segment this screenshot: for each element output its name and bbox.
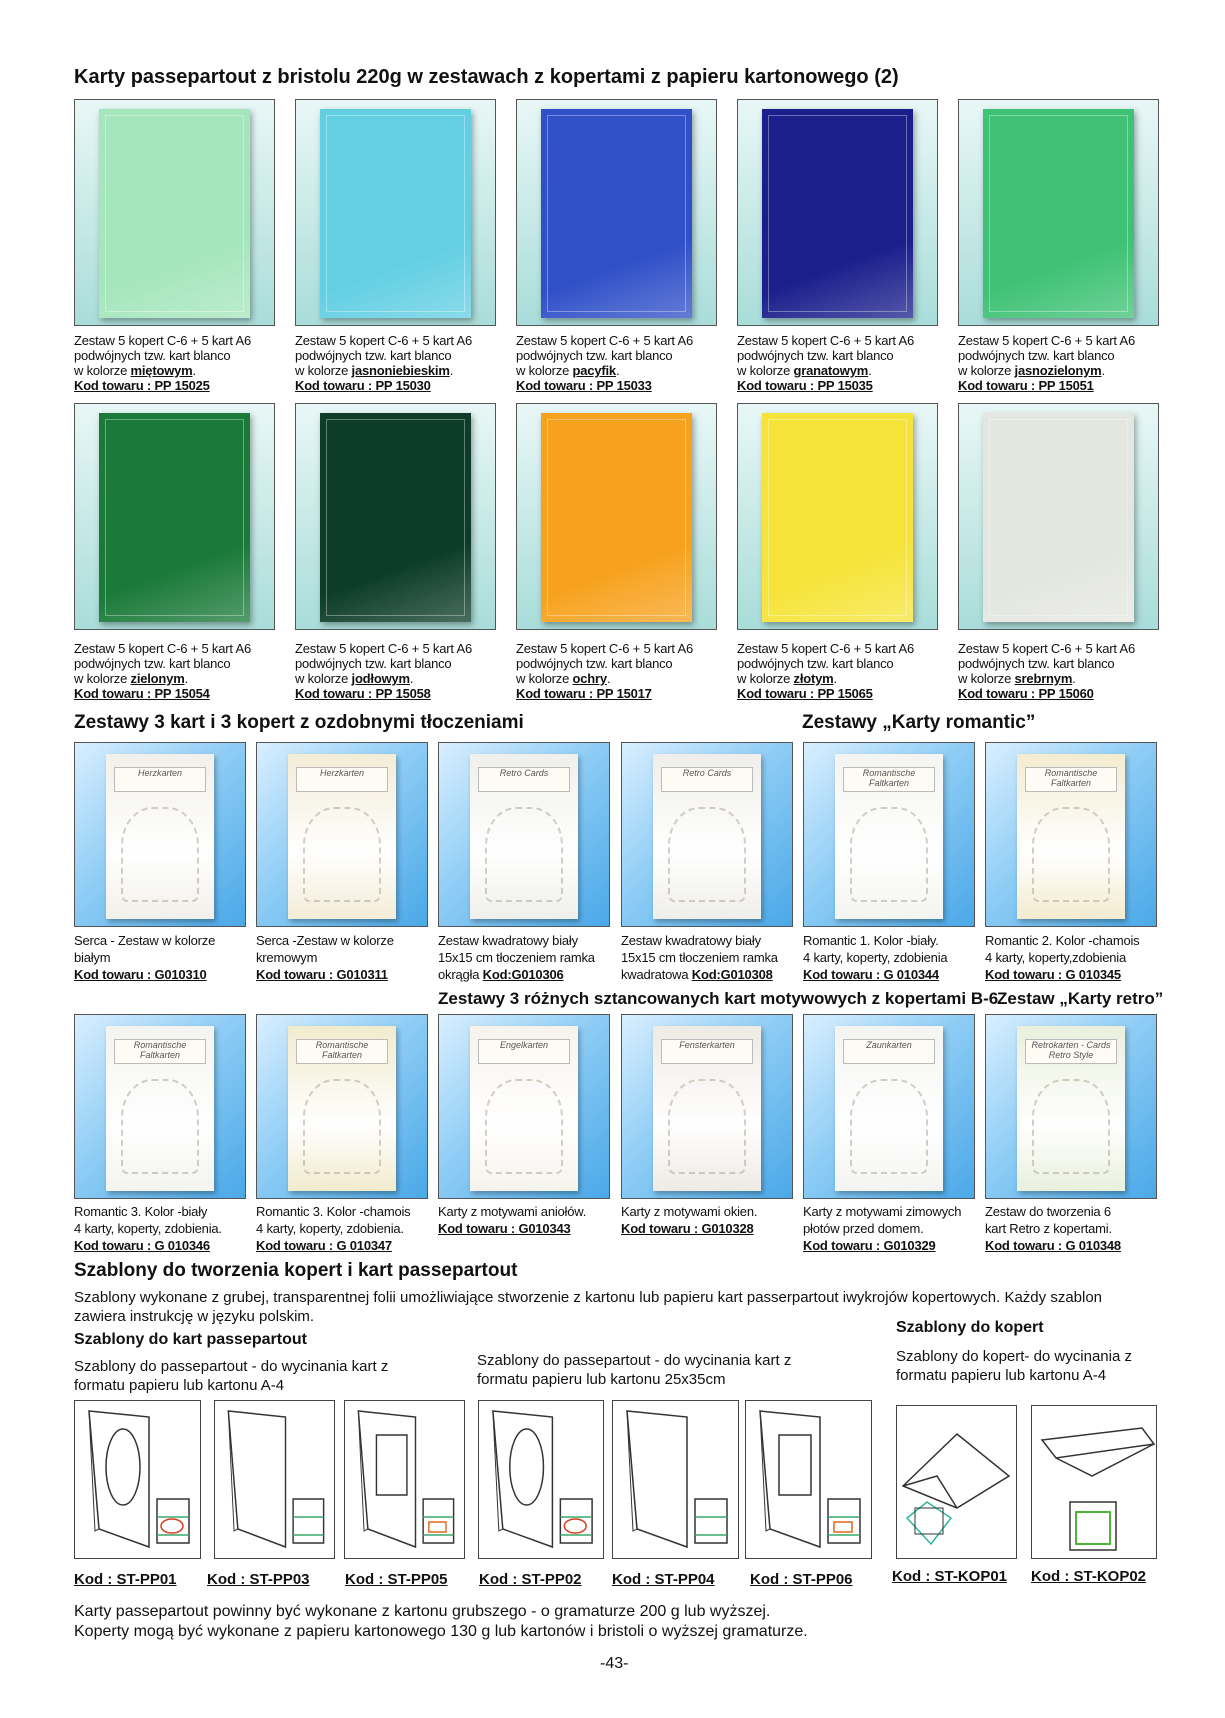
caption-line-3: w kolorze zielonym. [74, 671, 188, 686]
product-image-8 [516, 403, 717, 630]
template-drawing-6 [745, 1400, 872, 1559]
footer-note-envelopes: Koperty mogą być wykonane z papieru kartonowego 130 g lub kartonów i bristoli o wyższej gramaturze. [74, 1623, 808, 1640]
product-photo-3 [438, 742, 610, 927]
package-label: Engelkarten [478, 1039, 569, 1064]
caption-line-2: podwójnych tzw. kart blanco [516, 348, 673, 363]
color-prefix: w kolorze [958, 363, 1015, 378]
embossed-ornament [303, 807, 381, 903]
caption-line-1: Zestaw 5 kopert C-6 + 5 kart A6 [74, 641, 251, 656]
template-code: Kod : ST-PP02 [479, 1571, 582, 1588]
caption-line-3: w kolorze jodłowym. [295, 671, 414, 686]
embossed-ornament [850, 807, 928, 903]
caption-line-3: w kolorze granatowym. [737, 363, 872, 378]
product-caption [256, 932, 436, 983]
embossed-ornament [1032, 1079, 1110, 1175]
package-label: Herzkarten [296, 767, 387, 792]
product-package [1017, 1026, 1126, 1191]
caption-line-1: Zestaw 5 kopert C-6 + 5 kart A6 [516, 641, 693, 656]
product-package [653, 754, 762, 919]
caption-line-2: białym [74, 950, 111, 965]
caption-line-2: podwójnych tzw. kart blanco [737, 656, 894, 671]
caption-line-1: Karty z motywami zimowych [803, 1204, 962, 1219]
color-name: granatowym [793, 363, 869, 378]
caption-line-1: Zestaw 5 kopert C-6 + 5 kart A6 [295, 333, 472, 348]
color-prefix: w kolorze [74, 363, 131, 378]
product-package [106, 1026, 215, 1191]
product-code: Kod:G010308 [691, 967, 773, 982]
package-label: Romantische Faltkarten [843, 767, 934, 792]
product-photo-1 [74, 742, 246, 927]
package-label: Romantische Faltkarten [114, 1039, 205, 1064]
section-stamped-title: Zestawy 3 różnych sztancowanych kart motywowych z kopertami B-6 [438, 989, 999, 1008]
product-caption [295, 641, 500, 701]
product-package [470, 754, 579, 919]
template-code: Kod : ST-KOP01 [892, 1568, 1008, 1585]
section-embossed-title: Zestawy 3 kart i 3 kopert z ozdobnymi tłoczeniami [74, 712, 524, 733]
product-code: Kod towaru : G010343 [438, 1221, 571, 1236]
template-code: Kod : ST-PP01 [74, 1571, 177, 1588]
caption-line-2: 15x15 cm tłoczeniem ramka [621, 950, 778, 965]
caption-line-1: Romantic 2. Kolor -chamois [985, 933, 1140, 948]
product-photo-6 [985, 1014, 1157, 1199]
caption-line-1: Zestaw 5 kopert C-6 + 5 kart A6 [737, 641, 914, 656]
product-photo-2 [256, 742, 428, 927]
caption-line-3-text: okrągła [438, 967, 483, 982]
product-caption [74, 932, 254, 983]
caption-line-3: w kolorze jasnoniebieskim. [295, 363, 454, 378]
template-drawing-5 [612, 1400, 739, 1559]
product-package [653, 1026, 762, 1191]
template-code: Kod : ST-PP06 [750, 1571, 853, 1588]
caption-line-1: Zestaw do tworzenia 6 [985, 1204, 1111, 1219]
package-label: Romantische Faltkarten [296, 1039, 387, 1064]
product-photo-5 [803, 742, 975, 927]
caption-line-1: Zestaw kwadratowy biały [438, 933, 578, 948]
product-package [835, 754, 944, 919]
caption-line-1: Zestaw 5 kopert C-6 + 5 kart A6 [516, 333, 693, 348]
product-code: Kod towaru : G010310 [74, 967, 207, 982]
product-package [1017, 754, 1126, 919]
embossed-ornament [121, 807, 199, 903]
product-caption [74, 641, 279, 701]
card-swatch [99, 109, 250, 318]
page-number: -43- [600, 1655, 629, 1672]
color-prefix: w kolorze [295, 671, 352, 686]
product-caption [958, 641, 1163, 701]
product-caption [74, 333, 279, 393]
color-prefix: w kolorze [74, 671, 131, 686]
package-label: Fensterkarten [661, 1039, 752, 1064]
caption-line-2: 4 karty, koperty,zdobienia [985, 950, 1127, 965]
caption-line-2: podwójnych tzw. kart blanco [958, 348, 1115, 363]
color-name: srebrnym [1014, 671, 1073, 686]
product-code: Kod towaru : PP 15030 [295, 378, 431, 393]
color-name: jasnoniebieskim [351, 363, 450, 378]
footer-note-cards: Karty passepartout powinny być wykonane z kartonu grubszego - o gramaturze 200 g lub wyższej. [74, 1603, 771, 1620]
product-caption [74, 1203, 254, 1254]
product-caption [516, 333, 721, 393]
product-caption [256, 1203, 436, 1254]
embossed-ornament [668, 1079, 746, 1175]
card-swatch [983, 413, 1134, 622]
caption-line-3: w kolorze ochry. [516, 671, 611, 686]
product-code: Kod towaru : G 010346 [74, 1238, 210, 1253]
product-code: Kod towaru : G 010344 [803, 967, 939, 982]
product-package [470, 1026, 579, 1191]
product-code: Kod towaru : PP 15025 [74, 378, 210, 393]
card-swatch [320, 413, 471, 622]
product-code: Kod towaru : PP 15051 [958, 378, 1094, 393]
caption-line-1: Romantic 1. Kolor -biały. [803, 933, 939, 948]
product-caption [803, 1203, 983, 1254]
product-code: Kod towaru : G010311 [256, 967, 388, 982]
product-code: Kod towaru : G 010347 [256, 1238, 392, 1253]
template-drawing-1 [74, 1400, 201, 1559]
product-caption [737, 641, 942, 701]
template-drawing-2 [214, 1400, 335, 1559]
product-code: Kod towaru : G010328 [621, 1221, 754, 1236]
color-prefix: w kolorze [737, 363, 794, 378]
caption-line-3: w kolorze miętowym. [74, 363, 196, 378]
product-package [106, 754, 215, 919]
templates-cards-title: Szablony do kart passepartout [74, 1331, 307, 1348]
caption-line-1: Zestaw 5 kopert C-6 + 5 kart A6 [958, 641, 1135, 656]
embossed-ornament [850, 1079, 928, 1175]
templates-a4-description: Szablony do passepartout - do wycinania kart z formatu papieru lub kartonu A-4 [74, 1358, 389, 1394]
template-drawing-7 [896, 1405, 1017, 1559]
template-drawing-4 [478, 1400, 604, 1559]
product-image-7 [295, 403, 496, 630]
section-romantic-title: Zestawy „Karty romantic” [802, 712, 1036, 733]
product-caption [985, 932, 1165, 983]
template-drawing-3 [344, 1400, 465, 1559]
product-package [835, 1026, 944, 1191]
product-caption [621, 932, 801, 983]
caption-line-2: płotów przed domem. [803, 1221, 924, 1236]
color-prefix: w kolorze [958, 671, 1015, 686]
embossed-ornament [121, 1079, 199, 1175]
package-label: Retrokarten - Cards Retro Style [1025, 1039, 1116, 1064]
caption-line-2: podwójnych tzw. kart blanco [737, 348, 894, 363]
template-code: Kod : ST-KOP02 [1031, 1568, 1147, 1585]
product-photo-4 [621, 742, 793, 927]
color-name: miętowym [130, 363, 193, 378]
caption-line-1: Zestaw 5 kopert C-6 + 5 kart A6 [737, 333, 914, 348]
package-label: Retro Cards [478, 767, 569, 792]
caption-line-3: w kolorze jasnozielonym. [958, 363, 1105, 378]
color-name: jasnozielonym [1014, 363, 1102, 378]
package-label: Zaunkarten [843, 1039, 934, 1064]
template-drawing-8 [1031, 1405, 1157, 1559]
product-code: Kod towaru : PP 15058 [295, 686, 431, 701]
embossed-ornament [485, 807, 563, 903]
product-caption [803, 932, 983, 983]
package-label: Romantische Faltkarten [1025, 767, 1116, 792]
product-photo-2 [256, 1014, 428, 1199]
caption-line-3-text: kwadratowa [621, 967, 692, 982]
color-name: ochry [572, 671, 607, 686]
template-code: Kod : ST-PP04 [612, 1571, 715, 1588]
templates-envelopes-description: Szablony do kopert- do wycinania z formatu papieru lub kartonu A-4 [896, 1348, 1132, 1384]
caption-line-3: w kolorze złotym. [737, 671, 837, 686]
product-code: Kod towaru : PP 15017 [516, 686, 652, 701]
card-swatch [99, 413, 250, 622]
package-label: Herzkarten [114, 767, 205, 792]
color-prefix: w kolorze [295, 363, 352, 378]
caption-line-1: Zestaw kwadratowy biały [621, 933, 761, 948]
template-code: Kod : ST-PP05 [345, 1571, 448, 1588]
product-caption [958, 333, 1163, 393]
product-image-2 [295, 99, 496, 326]
caption-line-2: 4 karty, koperty, zdobienia. [256, 1221, 404, 1236]
product-package [288, 754, 397, 919]
caption-line-1: Karty z motywami aniołów. [438, 1204, 587, 1219]
caption-line-3: w kolorze srebrnym. [958, 671, 1076, 686]
caption-line-1: Zestaw 5 kopert C-6 + 5 kart A6 [295, 641, 472, 656]
product-code: Kod:G010306 [482, 967, 564, 982]
card-swatch [983, 109, 1134, 318]
caption-line-1: Zestaw 5 kopert C-6 + 5 kart A6 [958, 333, 1135, 348]
card-swatch [320, 109, 471, 318]
product-code: Kod towaru : PP 15060 [958, 686, 1094, 701]
color-name: jodłowym [351, 671, 410, 686]
embossed-ornament [1032, 807, 1110, 903]
template-code: Kod : ST-PP03 [207, 1571, 310, 1588]
caption-line-2: kremowym [256, 950, 318, 965]
product-caption [295, 333, 500, 393]
embossed-ornament [668, 807, 746, 903]
templates-description: Szablony wykonane z grubej, transparentnej folii umożliwiające stworzenie z kartonu lub papieru kart passerpartout iwykrojów kopertowych. Każdy szablon zawiera instrukcję w języku polskim. [74, 1289, 1103, 1325]
product-caption [737, 333, 942, 393]
caption-line-1: Karty z motywami okien. [621, 1204, 758, 1219]
product-code: Kod towaru : G010329 [803, 1238, 936, 1253]
product-image-6 [74, 403, 275, 630]
caption-line-3 [621, 966, 801, 983]
product-caption [985, 1203, 1165, 1254]
product-code: Kod towaru : PP 15035 [737, 378, 873, 393]
color-prefix: w kolorze [516, 363, 573, 378]
product-image-9 [737, 403, 938, 630]
caption-line-2: podwójnych tzw. kart blanco [958, 656, 1115, 671]
product-package [288, 1026, 397, 1191]
section-templates-title: Szablony do tworzenia kopert i kart passepartout [74, 1260, 518, 1281]
caption-line-1: Romantic 3. Kolor -biały [74, 1204, 208, 1219]
caption-line-2: podwójnych tzw. kart blanco [516, 656, 673, 671]
embossed-ornament [303, 1079, 381, 1175]
product-code: Kod towaru : G 010348 [985, 1238, 1121, 1253]
product-code: Kod towaru : PP 15033 [516, 378, 652, 393]
product-image-10 [958, 403, 1159, 630]
product-code: Kod towaru : G 010345 [985, 967, 1121, 982]
caption-line-2: kart Retro z kopertami. [985, 1221, 1112, 1236]
caption-line-3 [438, 966, 618, 983]
caption-line-2: podwójnych tzw. kart blanco [295, 348, 452, 363]
package-label: Retro Cards [661, 767, 752, 792]
caption-line-1: Serca -Zestaw w kolorze [256, 933, 394, 948]
caption-line-2: 4 karty, koperty, zdobienia. [74, 1221, 222, 1236]
page-heading: Karty passepartout z bristolu 220g w zestawach z kopertami z papieru kartonowego (2) [74, 66, 899, 88]
color-prefix: w kolorze [737, 671, 794, 686]
caption-line-2: podwójnych tzw. kart blanco [295, 656, 452, 671]
product-code: Kod towaru : PP 15054 [74, 686, 210, 701]
product-caption [621, 1203, 801, 1237]
color-name: złotym [793, 671, 834, 686]
templates-envelopes-title: Szablony do kopert [896, 1319, 1044, 1336]
product-photo-1 [74, 1014, 246, 1199]
section-retro-title: Zestaw „Karty retro” [997, 989, 1164, 1008]
product-caption [438, 1203, 618, 1237]
templates-25x35-description: Szablony do passepartout - do wycinania kart z formatu papieru lub kartonu 25x35cm [477, 1352, 792, 1388]
caption-line-2: 15x15 cm tłoczeniem ramka [438, 950, 595, 965]
color-name: pacyfik [572, 363, 616, 378]
embossed-ornament [485, 1079, 563, 1175]
card-swatch [541, 109, 692, 318]
card-swatch [762, 413, 913, 622]
color-prefix: w kolorze [516, 671, 573, 686]
product-image-3 [516, 99, 717, 326]
card-swatch [762, 109, 913, 318]
product-image-4 [737, 99, 938, 326]
caption-line-1: Romantic 3. Kolor -chamois [256, 1204, 411, 1219]
product-photo-3 [438, 1014, 610, 1199]
product-image-5 [958, 99, 1159, 326]
card-swatch [541, 413, 692, 622]
product-caption [438, 932, 618, 983]
color-name: zielonym [130, 671, 185, 686]
caption-line-3: w kolorze pacyfik. [516, 363, 620, 378]
product-photo-4 [621, 1014, 793, 1199]
product-photo-5 [803, 1014, 975, 1199]
caption-line-2: podwójnych tzw. kart blanco [74, 656, 231, 671]
product-code: Kod towaru : PP 15065 [737, 686, 873, 701]
caption-line-1: Serca - Zestaw w kolorze [74, 933, 216, 948]
caption-line-2: podwójnych tzw. kart blanco [74, 348, 231, 363]
product-caption [516, 641, 721, 701]
product-image-1 [74, 99, 275, 326]
product-photo-6 [985, 742, 1157, 927]
caption-line-2: 4 karty, koperty, zdobienia [803, 950, 948, 965]
caption-line-1: Zestaw 5 kopert C-6 + 5 kart A6 [74, 333, 251, 348]
